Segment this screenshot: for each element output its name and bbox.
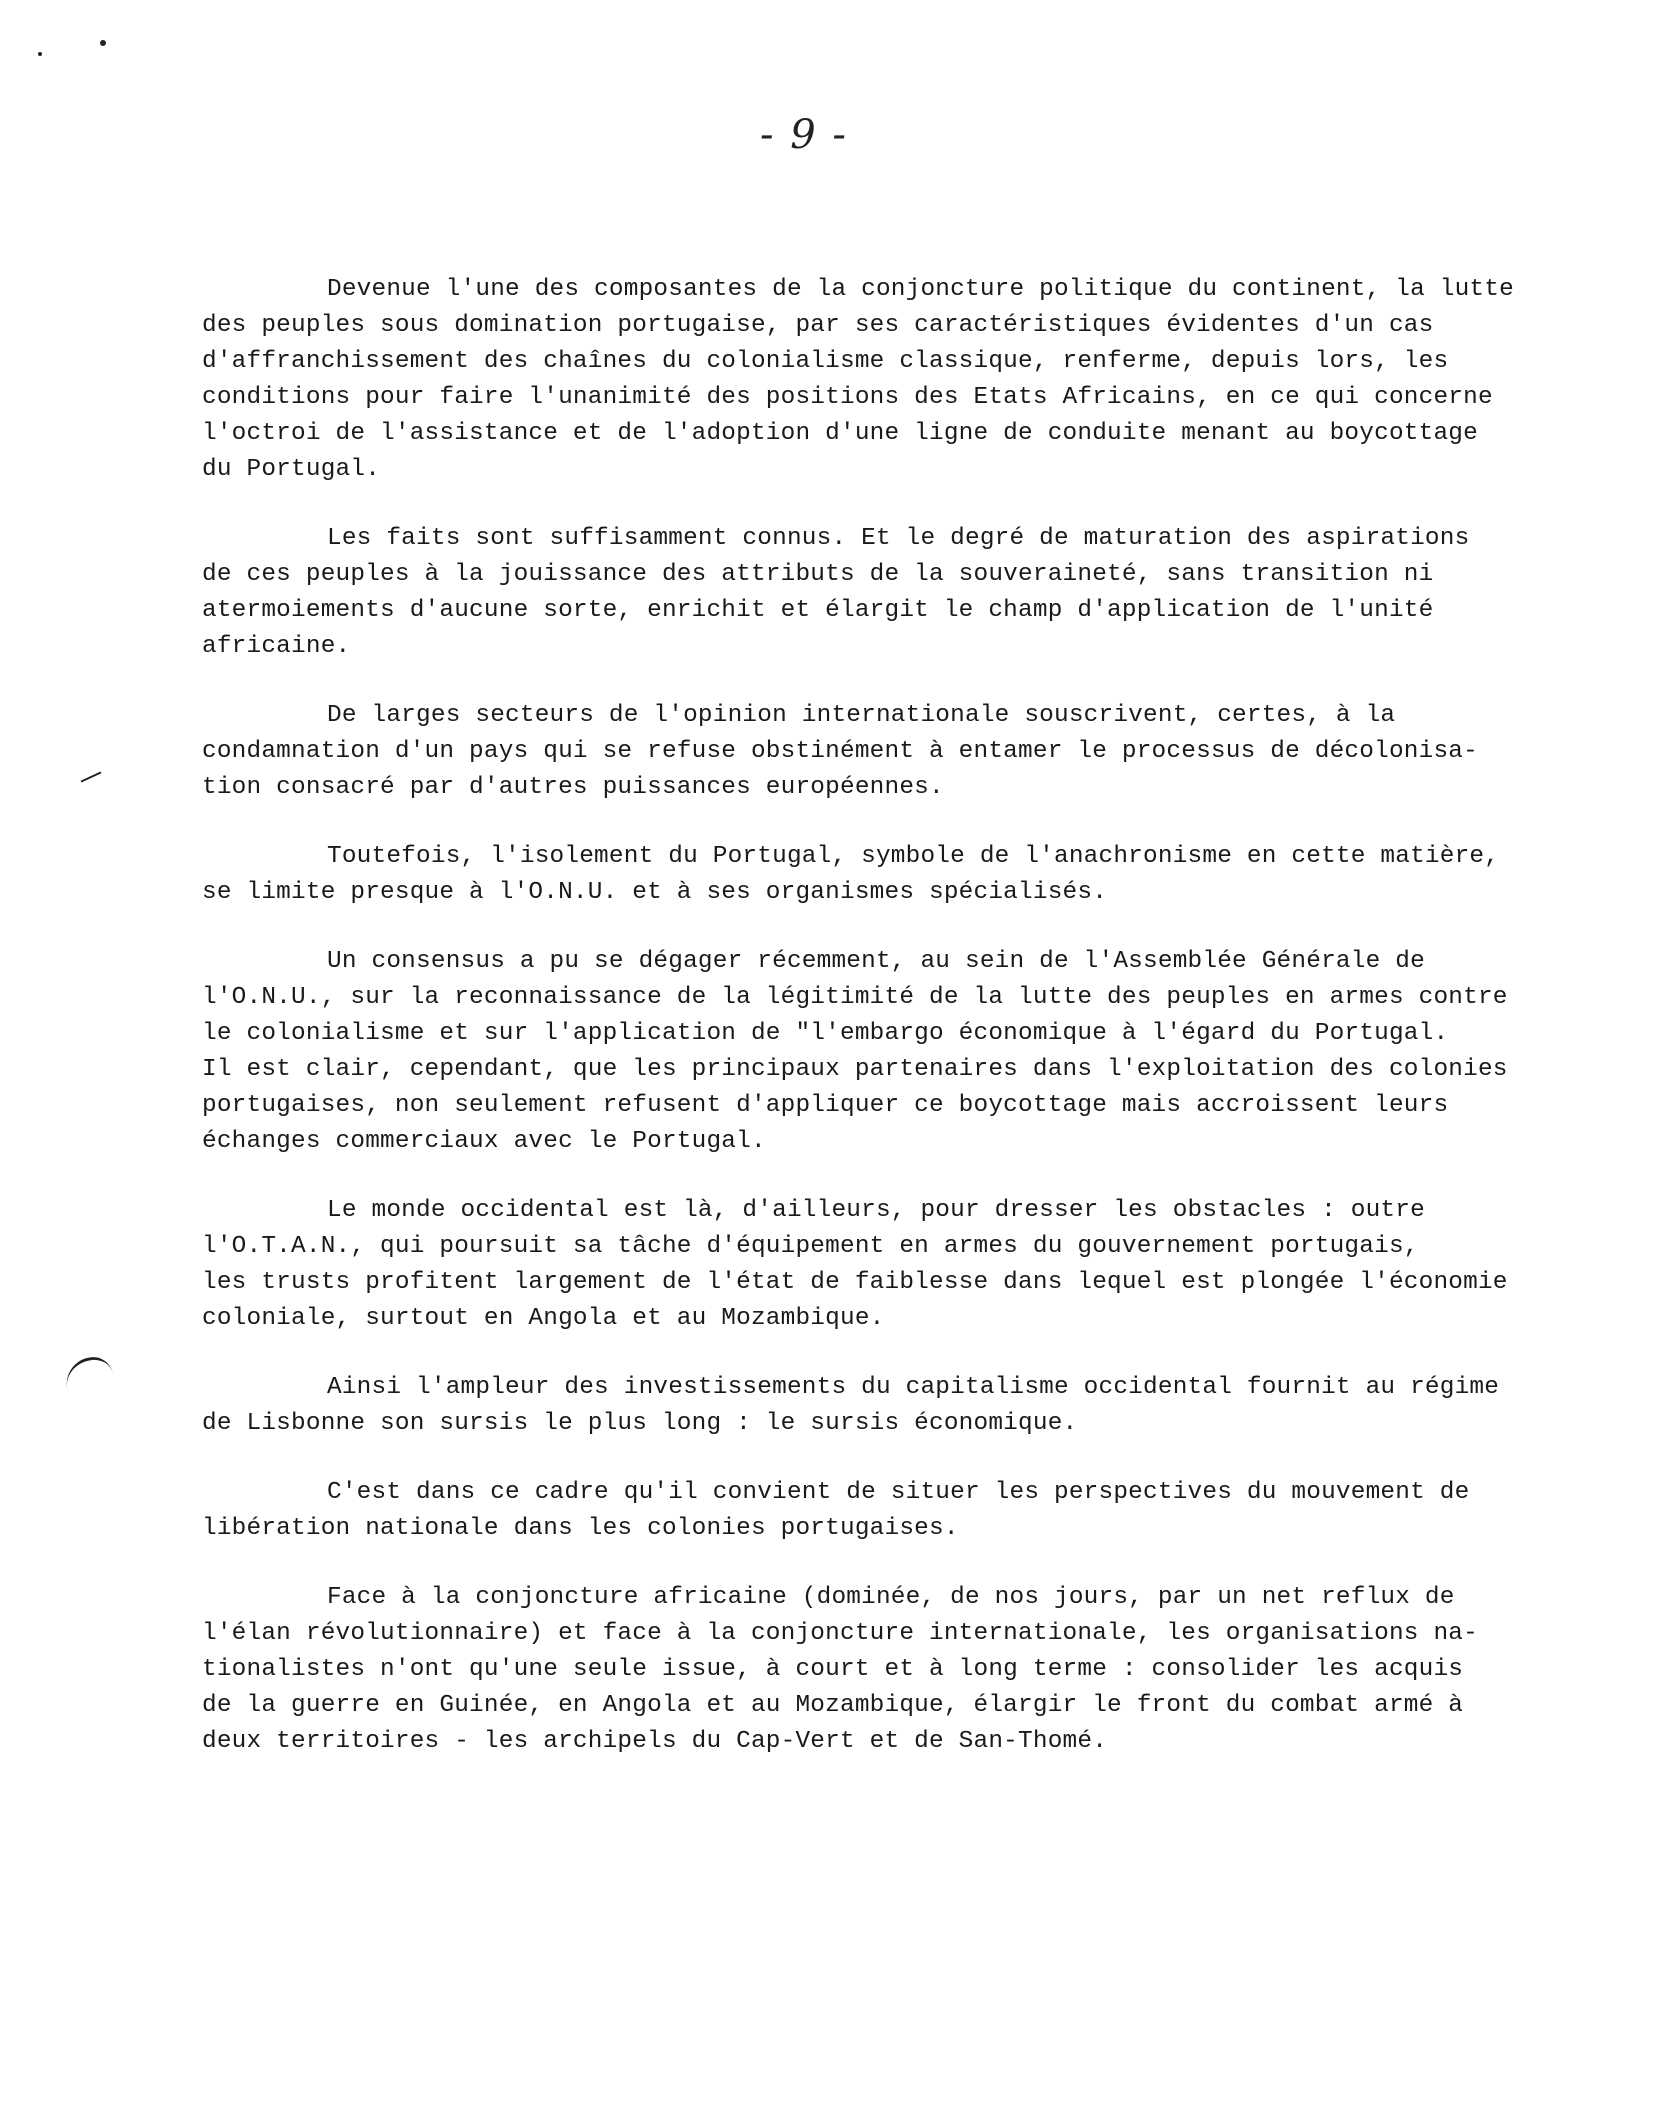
text-line: C'est dans ce cadre qu'il convient de situer les perspectives du mouvement de (327, 1479, 1470, 1506)
text-line: de ces peuples à la jouissance des attributs de la souveraineté, sans transition ni (202, 561, 1434, 588)
page-number: - 9 - (760, 112, 848, 158)
text-line: coloniale, surtout en Angola et au Mozambique. (202, 1305, 885, 1332)
text-line: Un consensus a pu se dégager récemment, au sein de l'Assemblée Générale de (327, 948, 1425, 975)
paragraph (202, 839, 1602, 911)
body-text (202, 272, 1602, 1793)
ink-speck (38, 52, 42, 56)
text-line: des peuples sous domination portugaise, par ses caractéristiques évidentes d'un cas (202, 312, 1434, 339)
ink-speck (100, 40, 106, 46)
paragraph (202, 698, 1602, 806)
text-line: atermoiements d'aucune sorte, enrichit et élargit le champ d'application de l'unité (202, 597, 1434, 624)
text-line: Face à la conjoncture africaine (dominée, de nos jours, par un net reflux de (327, 1584, 1455, 1611)
text-line: portugaises, non seulement refusent d'appliquer ce boycottage mais accroissent leurs (202, 1092, 1449, 1119)
text-line: condamnation d'un pays qui se refuse obstinément à entamer le processus de décolonisa- (202, 738, 1478, 765)
paragraph (202, 1580, 1602, 1760)
paragraph (202, 272, 1602, 488)
text-line: conditions pour faire l'unanimité des positions des Etats Africains, en ce qui concerne (202, 384, 1493, 411)
text-line: Le monde occidental est là, d'ailleurs, pour dresser les obstacles : outre (327, 1197, 1425, 1224)
text-line: libération nationale dans les colonies portugaises. (202, 1515, 959, 1542)
text-line: d'affranchissement des chaînes du colonialisme classique, renferme, depuis lors, les (202, 348, 1449, 375)
text-line: se limite presque à l'O.N.U. et à ses organismes spécialisés. (202, 879, 1108, 906)
paragraph (202, 1193, 1602, 1337)
text-line: de la guerre en Guinée, en Angola et au Mozambique, élargir le front du combat armé à (202, 1692, 1464, 1719)
text-line: l'O.N.U., sur la reconnaissance de la légitimité de la lutte des peuples en armes contre (202, 984, 1508, 1011)
paragraph (202, 1370, 1602, 1442)
paragraph (202, 1475, 1602, 1547)
text-line: De larges secteurs de l'opinion internationale souscrivent, certes, à la (327, 702, 1396, 729)
text-line: du Portugal. (202, 456, 381, 483)
text-line: tion consacré par d'autres puissances européennes. (202, 774, 944, 801)
text-line: l'élan révolutionnaire) et face à la conjoncture internationale, les organisations na- (202, 1620, 1478, 1647)
text-line: Il est clair, cependant, que les principaux partenaires dans l'exploitation des colonies (202, 1056, 1508, 1083)
paragraph (202, 944, 1602, 1160)
text-line: le colonialisme et sur l'application de "l'embargo économique à l'égard du Portugal. (202, 1020, 1449, 1047)
text-line: Devenue l'une des composantes de la conjoncture politique du continent, la lutte (327, 276, 1514, 303)
text-line: Toutefois, l'isolement du Portugal, symbole de l'anachronisme en cette matière, (327, 843, 1500, 870)
text-line: africaine. (202, 633, 351, 660)
text-line: échanges commerciaux avec le Portugal. (202, 1128, 766, 1155)
text-line: l'O.T.A.N., qui poursuit sa tâche d'équipement en armes du gouvernement portugais, (202, 1233, 1419, 1260)
text-line: Ainsi l'ampleur des investissements du capitalisme occidental fournit au régime (327, 1374, 1500, 1401)
margin-pen-mark (62, 1353, 115, 1389)
text-line: Les faits sont suffisamment connus. Et le degré de maturation des aspirations (327, 525, 1470, 552)
text-line: l'octroi de l'assistance et de l'adoption d'une ligne de conduite menant au boycottage (202, 420, 1478, 447)
text-line: tionalistes n'ont qu'une seule issue, à court et à long terme : consolider les acquis (202, 1656, 1464, 1683)
margin-pen-mark (81, 771, 102, 782)
text-line: de Lisbonne son sursis le plus long : le sursis économique. (202, 1410, 1078, 1437)
paragraph (202, 521, 1602, 665)
text-line: deux territoires - les archipels du Cap-Vert et de San-Thomé. (202, 1728, 1108, 1755)
text-line: les trusts profitent largement de l'état de faiblesse dans lequel est plongée l'économie (202, 1269, 1508, 1296)
